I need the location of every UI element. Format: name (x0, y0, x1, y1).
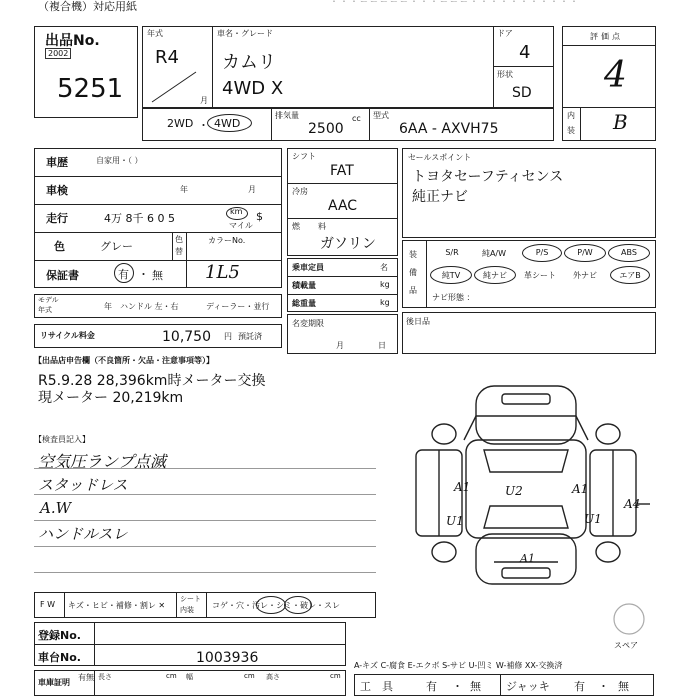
car-rear-window (484, 506, 568, 528)
lot-number: 5251 (57, 74, 124, 104)
door-label: ドア (497, 29, 513, 38)
chassis-number: 1003936 (196, 650, 259, 666)
displacement-value: 2500 (308, 121, 344, 137)
sales-point-line-1: トヨタセーフティセンス (412, 169, 564, 185)
model-label: 車名・グレード (217, 29, 273, 38)
mileage-value: 4万 8千 6 0 5 (104, 212, 175, 225)
mark-window: U2 (505, 484, 523, 498)
equip-tv: 純TV (441, 271, 461, 280)
drive-2wd: 2WD (167, 117, 194, 130)
wheel-rear-right (596, 542, 620, 562)
wheel-front-right (596, 424, 620, 444)
declaration-line-1: R5.9.28 28,396km時メーター交換 (38, 373, 266, 389)
car-rear-bumper (502, 568, 550, 578)
equip-navi: 純ナビ (483, 271, 507, 280)
fuel-value: ガソリン (320, 236, 376, 252)
recycle-amount: 10,750 (162, 329, 211, 345)
displacement-label: 排気量 (275, 111, 299, 120)
equip-sr: S/R (445, 248, 459, 257)
model-grade: 4WD X (222, 78, 284, 99)
inspector-note-1: 空気圧ランプ点滅 (38, 452, 167, 471)
equip-aw: 純A/W (481, 249, 507, 258)
inspector-note-4: ハンドルスレ (38, 525, 128, 543)
declaration-line-2: 現メーター 20,219km (38, 390, 184, 406)
shape-value: SD (512, 85, 532, 101)
score-label: 評価点 (590, 32, 623, 41)
year-value: R4 (155, 47, 179, 68)
declaration-label: 【出品店申告欄（不良箇所・欠品・注意事項等）】 (34, 356, 214, 365)
wheel-front-left (432, 424, 456, 444)
inspector-note-2: スタッドレス (38, 476, 128, 494)
mark-front-left: A1 (454, 480, 471, 494)
faint-header-text: ・・・ーーーーー・・・ーーー・・・・・・・・・・・ (330, 0, 580, 6)
equip-leather: 革シート (524, 271, 556, 280)
lot-label: 出品No. (45, 33, 100, 49)
spare-label: スペア (614, 641, 638, 650)
mark-side-right: U1 (584, 512, 602, 526)
sales-point-line-2: 純正ナビ (412, 189, 468, 205)
spare-tire-icon (612, 602, 646, 636)
equip-ext-navi: 外ナビ (573, 271, 597, 280)
mark-rear: A1 (520, 552, 535, 565)
wheel-rear-left (432, 542, 456, 562)
damage-legend: A-キズ C-腐食 E-エクボ S-サビ U-凹ミ W-補修 XX-交換済 (354, 661, 563, 670)
tools-row (354, 674, 654, 696)
score-value: 4 (604, 55, 627, 96)
door-value: 4 (519, 42, 531, 63)
lot-year: 2002 (45, 48, 71, 59)
interior-score: B (613, 110, 628, 134)
year-month-unit: 月 (200, 96, 208, 105)
car-hood-line (464, 416, 588, 440)
interior-label-2: 装 (567, 126, 575, 135)
mark-side-left: U1 (446, 514, 464, 528)
car-windshield (484, 450, 568, 472)
inspector-label: 【検査員記入】 (34, 435, 90, 444)
shape-label: 形状 (497, 70, 513, 79)
inspector-note-3: A.W (40, 499, 72, 517)
model-name: カムリ (222, 52, 276, 73)
equip-abs: ABS (621, 248, 637, 257)
model-code-label: 型式 (373, 111, 389, 120)
ac-value: AAC (328, 198, 358, 214)
year-strike (150, 70, 200, 104)
drive-4wd: 4WD (214, 117, 241, 130)
equip-pw: P/W (577, 248, 593, 257)
mark-right-panel: A4 (624, 497, 641, 511)
car-roof-front (476, 386, 576, 444)
sheet-title: （複合機）対応用紙 (38, 0, 137, 13)
after-sale-box (402, 312, 656, 354)
shift-value: FAT (330, 163, 354, 179)
equip-airbag: エアB (619, 271, 641, 280)
interior-label-1: 内 (567, 111, 575, 120)
equip-ps: P/S (535, 248, 549, 257)
auction-sheet: （複合機）対応用紙 ・・・ーーーーー・・・ーーー・・・・・・・・・・・ 出品No. 2002 5251 年式 R4 月 車名・グレード カムリ 4WD X ドア 4 形状 SD 評価点 4 内 装 B 2WD ・ 4WD 排気量 2500 cc 型式 6AA - AXVH75 車歴 自家用・（ ） 車検 年 月 走行 4万 8千 6 0 5 km マイル $ 色 グレー 色 替 カラーNo. 保証書 有 ・ 無 1L5 モデル 年式 年 ハンドル 左・右 ディーラー・並行 リサイクル料金 10,750 円 預託済 シフト FAT 冷房 AAC 燃 料 ガソリン 乗車定員 名 積載量 kg 総重量 kg 名変期限 月 日 セールスポイント トヨタセーフティセンス 純正ナビ 装 備 品 S/R 純A/W P/S P/W ABS 純TV 純ナビ 革シート 外ナビ エアB ナビ形態 ： 後日品 【出品店申告欄（不良箇所・欠品・注意事項等）】 R5.9.28 28,396km時メーター交換 現メーター 20,219km 【検査員記入】 空気圧ランプ点滅 スタッドレス A.W ハンドルスレ A1 A1 A1 U1 U1 U2 A4 スペア F W キズ・ヒビ・補修・割レ ✕ シート 内装 コゲ・穴・汚レ・シミ・破レ・スレ 登録No. 車台No. 1003936 車庫証明 有無 長さ cm 幅 cm 高さ cm A-キズ C-腐食 E-エクボ S-サビ U-凹ミ W-補修 XX-交換済 工 具 有 ・ 無 ジャッキ 有 ・ 無 (0, 0, 700, 700)
year-label: 年式 (147, 29, 163, 38)
model-code-value: 6AA - AXVH75 (399, 121, 499, 137)
color-value: グレー (100, 240, 133, 253)
car-cabin (466, 440, 589, 538)
color-number-handwritten: 1L5 (205, 262, 240, 283)
car-front-grille (502, 394, 550, 404)
mark-front-right: A1 (572, 482, 589, 496)
